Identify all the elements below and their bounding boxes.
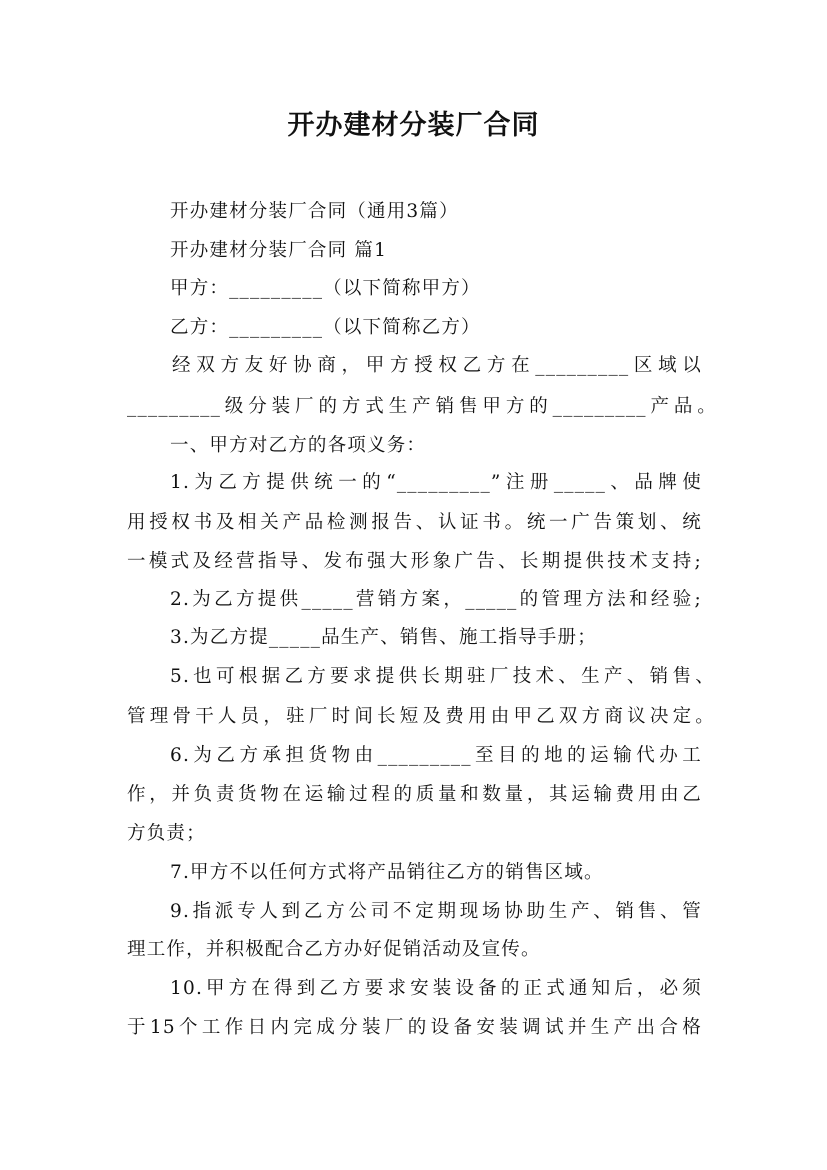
doc-line-clause: 10.甲方在得到乙方要求安装设备的正式通知后，必须: [170, 978, 702, 999]
doc-line-section-heading: 开办建材分装厂合同 篇1: [170, 240, 388, 261]
doc-line-clause: 作，并负责货物在运输过程的质量和数量，其运输费用由乙: [127, 784, 702, 805]
doc-line-subtitle: 开办建材分装厂合同（通用3篇）: [170, 201, 459, 222]
doc-line-clause: 6.为乙方承担货物由_________至目的地的运输代办工: [170, 745, 702, 766]
doc-line-clause-heading: 一、甲方对乙方的各项义务：: [170, 435, 427, 456]
doc-line-clause: 一模式及经营指导、发布强大形象广告、长期提供技术支持;: [127, 551, 702, 572]
doc-line-party-b: 乙方：_________（以下简称乙方）: [170, 317, 481, 338]
doc-line-paragraph: 经双方友好协商，甲方授权乙方在_________区域以: [172, 355, 702, 376]
doc-line-clause: 管理骨干人员，驻厂时间长短及费用由甲乙双方商议决定。: [127, 706, 715, 727]
doc-line-clause: 方负责；: [127, 823, 206, 844]
doc-line-paragraph: _________级分装厂的方式生产销售甲方的_________产品。: [127, 396, 717, 417]
doc-line-clause: 于15个工作日内完成分装厂的设备安装调试并生产出合格: [127, 1017, 702, 1038]
doc-line-clause: 理工作，并积极配合乙方办好促销活动及宣传。: [127, 939, 541, 960]
doc-line-clause: 用授权书及相关产品检测报告、认证书。统一广告策划、统: [127, 512, 702, 533]
doc-line-clause: 7.甲方不以任何方式将产品销往乙方的销售区域。: [170, 862, 604, 883]
doc-line-party-a: 甲方：_________（以下简称甲方）: [170, 278, 481, 299]
doc-line-clause: 9.指派专人到乙方公司不定期现场协助生产、销售、管: [170, 901, 702, 922]
document-title: 开办建材分装厂合同: [287, 110, 540, 141]
doc-line-clause: 2.为乙方提供_____营销方案，_____的管理方法和经验;: [170, 589, 702, 610]
doc-line-clause: 5.也可根据乙方要求提供长期驻厂技术、生产、销售、: [170, 666, 715, 687]
doc-line-clause: 1.为乙方提供统一的“_________”注册_____、品牌使: [170, 472, 702, 493]
doc-line-clause: 3.为乙方提_____品生产、销售、施工指导手册；: [170, 627, 597, 648]
